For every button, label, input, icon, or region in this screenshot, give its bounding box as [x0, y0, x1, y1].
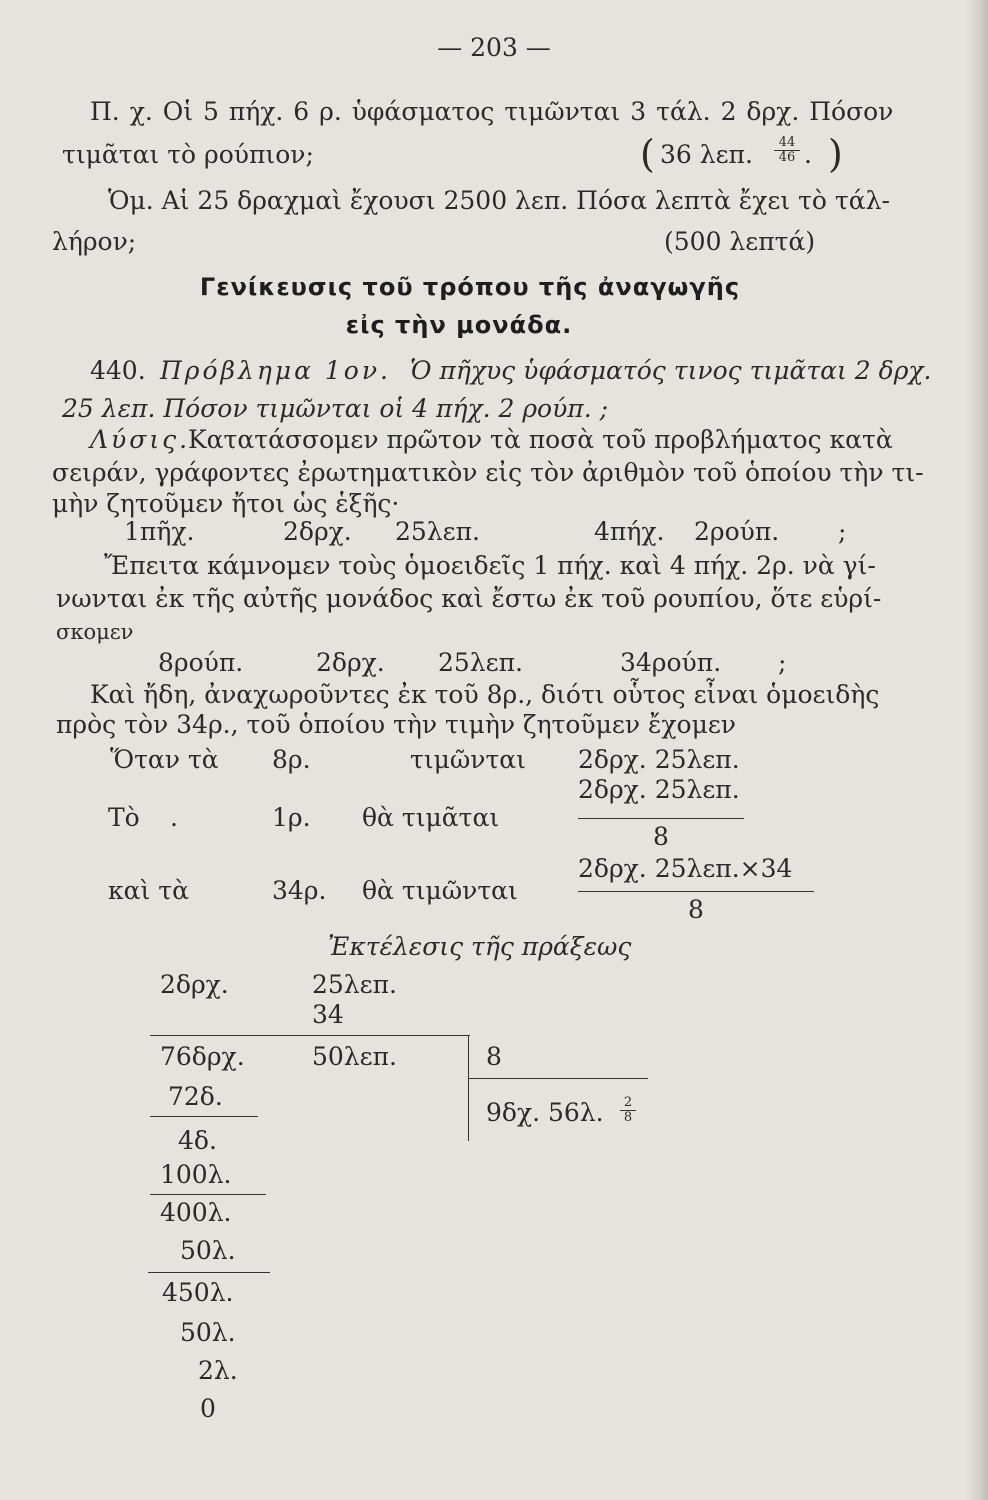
- division-step-rule-3: [148, 1272, 270, 1273]
- reasoning-1-verb: τιμῶνται: [410, 745, 526, 774]
- setup-row-2-cell-2: 2δρχ.: [316, 648, 385, 677]
- reasoning-2-denominator: 8: [653, 822, 669, 851]
- execution-title: Ἐκτέλεσις τῆς πράξεως: [328, 932, 632, 961]
- exercise-1-line-1: Π. χ. Οἱ 5 πήχ. 6 ρ. ὑφάσματος τιμῶνται 3 τάλ. 2 δρχ. Πόσον: [90, 97, 894, 126]
- quotient: 9δχ. 56λ.: [486, 1098, 604, 1127]
- division-step-6: 450λ.: [162, 1278, 234, 1307]
- exercise-1-line-2: τιμᾶται τὸ ρούπιον;: [62, 140, 314, 169]
- solution-line-6: σκομεν: [56, 620, 134, 644]
- reasoning-2-numerator: 2δρχ. 25λεπ.: [578, 775, 740, 804]
- quotient-fraction: [620, 1096, 636, 1125]
- setup-row-1-cell-2: 2δρχ.: [283, 517, 352, 546]
- problem-label: Πρόβλημα 1ον.: [160, 356, 392, 385]
- reasoning-3-numerator: 2δρχ. 25λεπ.×34: [578, 854, 793, 883]
- division-step-2: 4δ.: [178, 1126, 217, 1155]
- division-step-1: 72δ.: [168, 1082, 223, 1111]
- quotient-fraction-numerator: 2: [623, 1095, 633, 1110]
- reasoning-1-when: Ὅταν τὰ: [110, 745, 219, 774]
- answer-paren-open: (: [640, 132, 655, 176]
- answer-paren-close: ): [828, 132, 843, 176]
- reasoning-1-price: 2δρχ. 25λεπ.: [578, 745, 740, 774]
- product-drachmas: 76δρχ.: [160, 1042, 245, 1071]
- solution-line-7: Καὶ ἤδη, ἀναχωροῦντες ἐκ τοῦ 8ρ., διότι οὗτος εἶναι ὁμοειδὴς: [90, 680, 880, 709]
- division-step-8: 2λ.: [198, 1356, 238, 1385]
- multiplicand-drachmas: 2δρχ.: [160, 970, 229, 999]
- division-step-7: 50λ.: [180, 1318, 236, 1347]
- problem-number: 440.: [90, 356, 146, 385]
- reasoning-1-quantity: 8ρ.: [272, 745, 311, 774]
- solution-line-8: πρὸς τὸν 34ρ., τοῦ ὁποίου τὴν τιμὴν ζητοῦμεν ἔχομεν: [56, 710, 736, 739]
- reasoning-2-quantity: 1ρ.: [272, 803, 311, 832]
- exercise-2-line-1: Ὁμ. Αἱ 25 δραχμαὶ ἔχουσι 2500 λεπ. Πόσα λεπτὰ ἔχει τὸ τάλ-: [108, 186, 890, 215]
- problem-text-1: Ὁ πῆχυς ὑφάσματός τινος τιμᾶται 2 δρχ.: [410, 356, 932, 385]
- divisor-rule: [468, 1078, 648, 1079]
- division-step-rule-2: [150, 1194, 266, 1195]
- multiplicand-lepta: 25λεπ.: [312, 970, 397, 999]
- reasoning-3-denominator: 8: [688, 895, 704, 924]
- exercise-2-line-2: λήρον;: [52, 227, 137, 256]
- fraction-denominator: 46: [774, 150, 800, 165]
- exercise-2-answer: (500 λεπτά): [664, 227, 816, 256]
- division-step-rule-1: [150, 1116, 258, 1117]
- divisor: 8: [486, 1042, 502, 1071]
- reasoning-3-quantity: 34ρ.: [272, 876, 327, 905]
- exercise-1-answer: 36 λεπ.: [660, 140, 753, 169]
- setup-row-1-cell-4: 4πήχ.: [594, 517, 665, 546]
- multiplication-rule: [150, 1035, 470, 1036]
- product-lepta: 50λεπ.: [312, 1042, 397, 1071]
- division-step-3: 100λ.: [160, 1160, 232, 1189]
- reasoning-2-dot: .: [170, 803, 178, 832]
- setup-row-1-cell-5: 2ρούπ.: [694, 517, 780, 546]
- fraction-numerator: 44: [778, 135, 796, 150]
- section-heading-line-1: Γενίκευσις τοῦ τρόπου τῆς ἀναγωγῆς: [199, 273, 741, 301]
- section-heading-line-2: εἰς τὴν μονάδα.: [345, 311, 573, 339]
- page-edge-shadow: [966, 0, 988, 1500]
- setup-row-1-cell-3: 25λεπ.: [395, 517, 480, 546]
- page-number: — 203 —: [437, 33, 551, 62]
- solution-line-2: σειράν, γράφοντες ἐρωτηματικὸν εἰς τὸν ἀριθμὸν τοῦ ὁποίου τὴν τι-: [52, 458, 924, 487]
- reasoning-3-and: καὶ τὰ: [108, 876, 189, 905]
- reasoning-3-verb: θὰ τιμῶνται: [362, 876, 518, 905]
- reasoning-2-verb: θὰ τιμᾶται: [362, 803, 500, 832]
- division-step-9: 0: [200, 1394, 216, 1423]
- solution-line-1: Κατατάσσομεν πρῶτον τὰ ποσὰ τοῦ προβλήματος κατὰ: [188, 425, 893, 454]
- reasoning-3-fraction-bar: [578, 891, 814, 892]
- setup-row-2-cell-3: 25λεπ.: [438, 648, 523, 677]
- solution-line-5: νωνται ἐκ τῆς αὐτῆς μονάδος καὶ ἔστω ἐκ τοῦ ρουπίου, ὅτε εὑρί-: [56, 584, 882, 613]
- division-step-5: 50λ.: [180, 1236, 236, 1265]
- setup-row-1-cell-6: ;: [838, 517, 847, 546]
- division-step-4: 400λ.: [160, 1198, 232, 1227]
- setup-row-2-cell-5: ;: [778, 648, 787, 677]
- setup-row-2-cell-4: 34ρούπ.: [620, 648, 722, 677]
- reasoning-2-fraction-bar: [578, 818, 744, 819]
- division-vertical-bar: [468, 1035, 469, 1141]
- multiplier: 34: [312, 1000, 344, 1029]
- quotient-fraction-denominator: 8: [620, 1110, 636, 1125]
- solution-label: Λύσις.: [90, 425, 191, 454]
- answer-dot: .: [804, 140, 812, 169]
- solution-line-3: μὴν ζητοῦμεν ἤτοι ὡς ἑξῆς·: [52, 489, 400, 518]
- solution-line-4: Ἔπειτα κάμνομεν τοὺς ὁμοειδεῖς 1 πήχ. καὶ 4 πήχ. 2ρ. νὰ γί-: [104, 551, 876, 580]
- exercise-1-answer-fraction: [774, 136, 800, 165]
- setup-row-2-cell-1: 8ρούπ.: [158, 648, 244, 677]
- setup-row-1-cell-1: 1πῆχ.: [124, 517, 195, 546]
- problem-text-2: 25 λεπ. Πόσον τιμῶνται οἱ 4 πήχ. 2 ρούπ. ;: [62, 394, 609, 423]
- reasoning-2-the: Τὸ: [108, 803, 140, 832]
